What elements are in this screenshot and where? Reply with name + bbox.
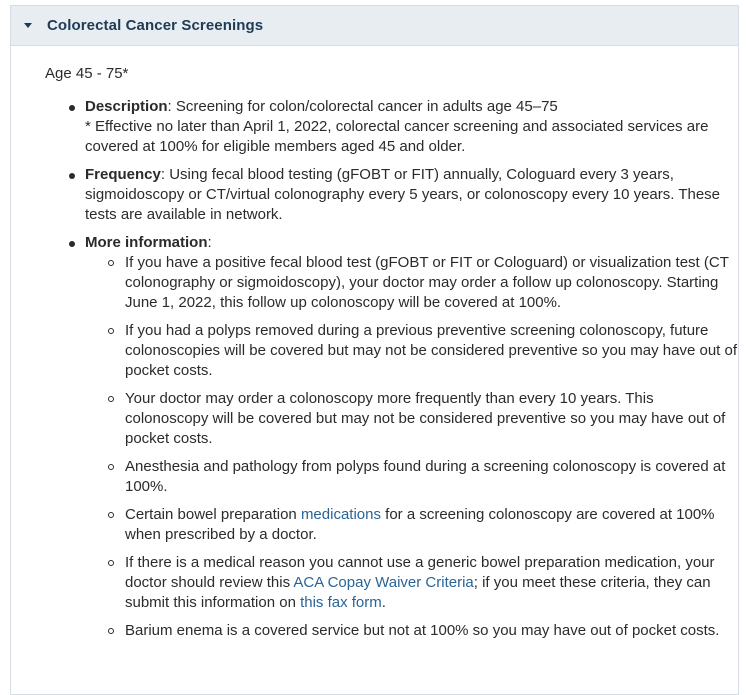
- sub-item-frequency: Your doctor may order a colonoscopy more frequently than every 10 years. This colonoscopy will be covered but may not be considered preventive so you may have out of pocket costs.: [85, 389, 738, 449]
- list-item-description: [45, 97, 738, 157]
- medications-link[interactable]: medications: [300, 506, 381, 523]
- more-info-colon: :: [207, 234, 212, 251]
- section-title: Colorectal Cancer Screenings: [47, 17, 264, 34]
- description-note: * Effective no later than April 1, 2022, colorectal cancer screening and associated services are covered at 100% for eligible members aged 45 and older.: [85, 118, 709, 155]
- accordion-panel: [10, 5, 739, 695]
- info-list: [45, 97, 738, 641]
- accordion-body: [11, 46, 738, 641]
- more-info-sublist: [85, 253, 738, 641]
- age-range: Age 45 - 75*: [45, 65, 129, 82]
- fax-form-link[interactable]: this fax form: [300, 594, 382, 611]
- frequency-label: Frequency: [85, 166, 161, 183]
- accordion-header[interactable]: [11, 6, 738, 46]
- description-label: Description: [85, 98, 168, 115]
- sub-item-waiver: [85, 553, 738, 613]
- meds-text-pre: Certain bowel preparation: [125, 506, 301, 523]
- sub-item-medications: [85, 505, 738, 545]
- meds-text-post: for a screening colonoscopy are covered at 100% when prescribed by a doctor.: [125, 506, 715, 543]
- sub-item-barium: Barium enema is a covered service but not at 100% so you may have out of pocket costs.: [85, 621, 738, 641]
- more-info-label: More information: [85, 234, 208, 251]
- sub-item-followup: If you have a positive fecal blood test (gFOBT or FIT or Cologuard) or visualization test (CT colonography or sigmoidoscopy), your doctor may order a follow up colonoscopy. Starting June 1, 2022, this follow up colonoscopy will be covered at 100%.: [85, 253, 738, 313]
- frequency-text: : Using fecal blood testing (gFOBT or FIT) annually, Cologuard every 3 years, sigmoidoscopy or CT/virtual colonography every 5 years, or colonoscopy every 10 years. These tests are available in network.: [85, 166, 721, 223]
- waiver-text-pre: If there is a medical reason you cannot use a generic bowel preparation medication, your doctor should review this: [125, 554, 715, 591]
- list-item-frequency: [45, 165, 738, 225]
- caret-down-icon[interactable]: [24, 23, 32, 28]
- aca-copay-waiver-link[interactable]: ACA Copay Waiver Criteria: [293, 574, 474, 591]
- waiver-text-mid: ; if you meet these criteria, they can submit this information on: [125, 574, 711, 611]
- sub-item-polyps: If you had a polyps removed during a previous preventive screening colonoscopy, future colonoscopies will be covered but may not be considered preventive so you may have out of pocket costs.: [85, 321, 738, 381]
- waiver-text-post: .: [381, 594, 386, 611]
- sub-item-anesthesia: Anesthesia and pathology from polyps found during a screening colonoscopy is covered at 100%.: [85, 457, 738, 497]
- description-text: : Screening for colon/colorectal cancer in adults age 45–75: [167, 98, 558, 115]
- list-item-more-information: [45, 233, 738, 641]
